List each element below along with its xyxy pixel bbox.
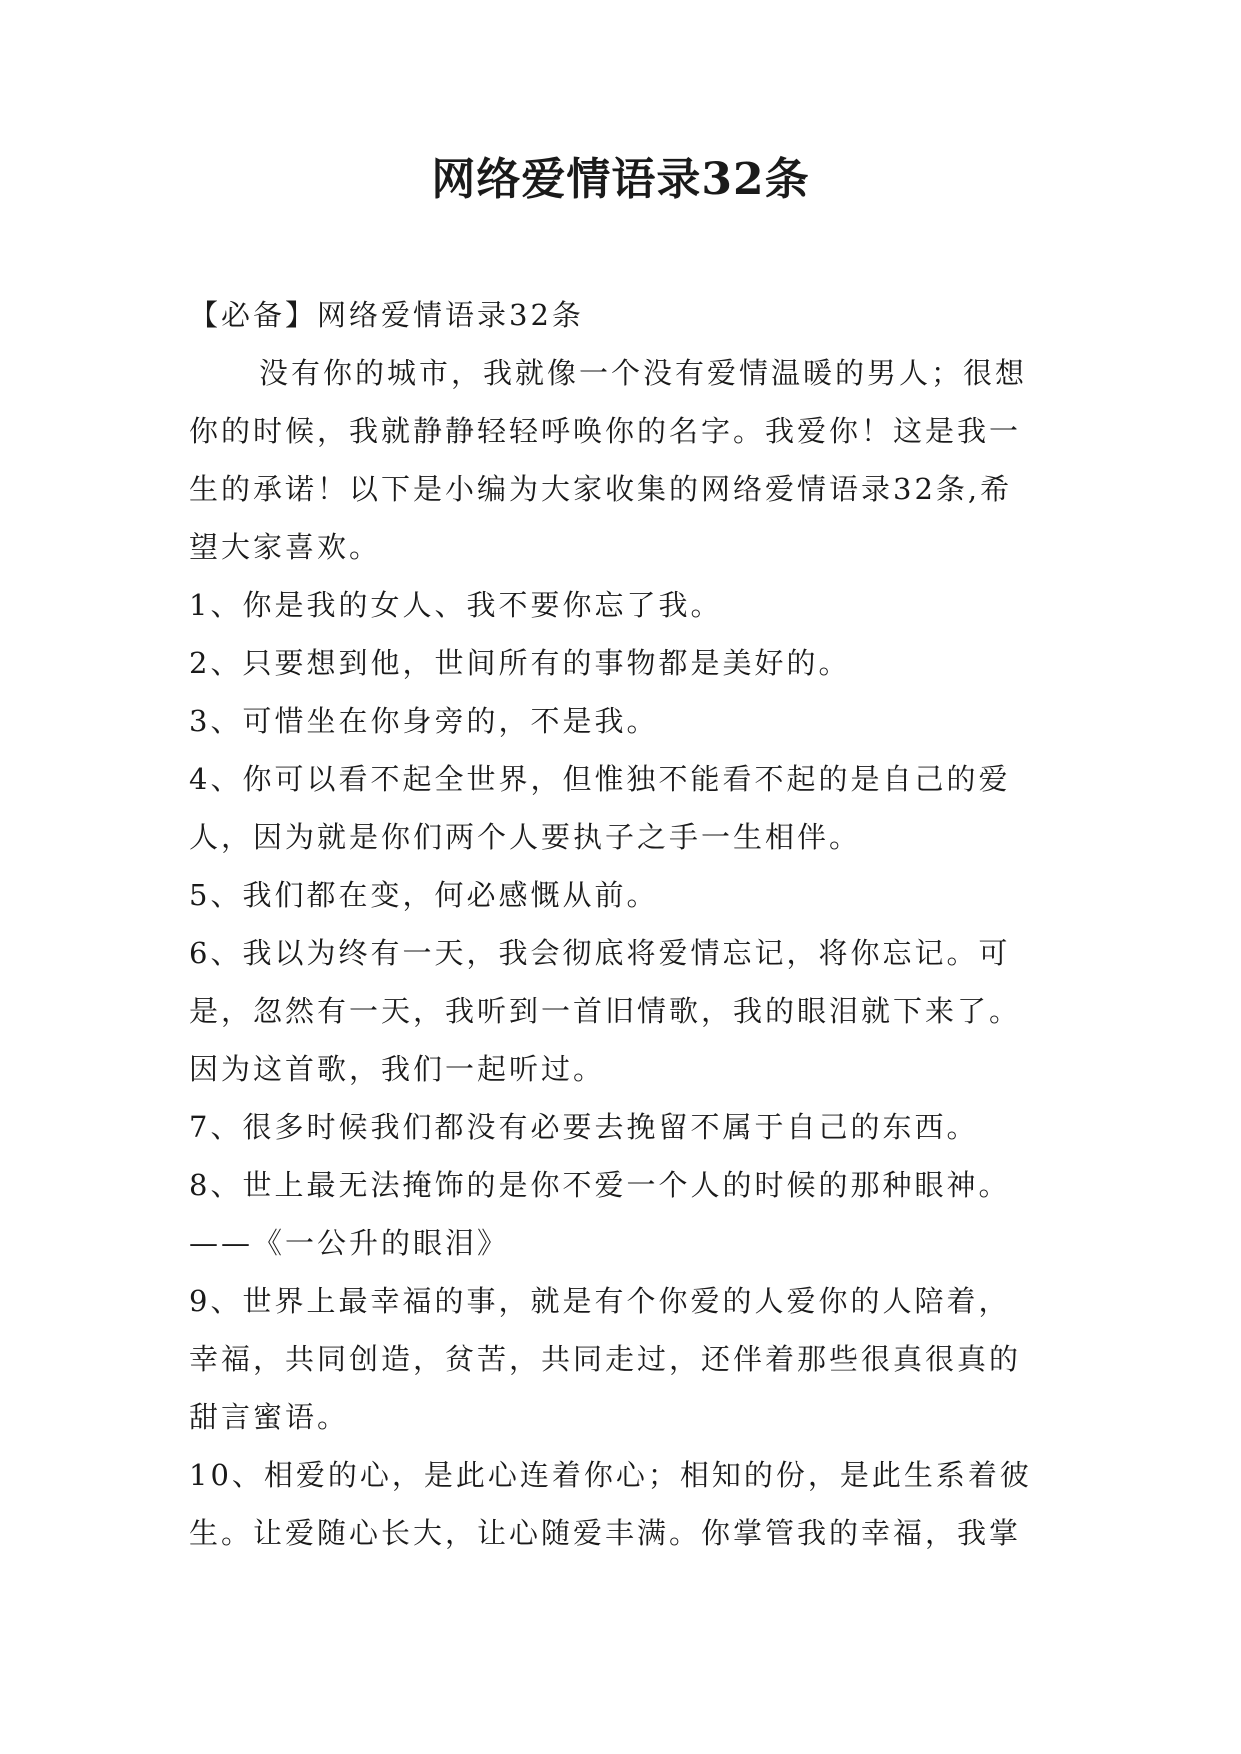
- quote-line: 9、世界上最幸福的事，就是有个你爱的人爱你的人陪着，: [189, 1284, 1011, 1318]
- intro-line: 你的时候，我就静静轻轻呼唤你的名字。我爱你！这是我一: [189, 414, 1022, 448]
- subtitle-line: 【必备】网络爱情语录32条: [189, 298, 584, 332]
- quote-line: 是，忽然有一天，我听到一首旧情歌，我的眼泪就下来了。: [189, 994, 1022, 1028]
- quote-line: 2、只要想到他，世间所有的事物都是美好的。: [189, 646, 851, 680]
- document-title: 网络爱情语录32条: [431, 154, 810, 205]
- quote-line: 10、相爱的心，是此心连着你心；相知的份，是此生系着彼: [189, 1458, 1032, 1492]
- quote-line: 5、我们都在变，何必感慨从前。: [189, 878, 659, 912]
- quote-line: 8、世上最无法掩饰的是你不爱一个人的时候的那种眼神。: [189, 1168, 1011, 1202]
- intro-line: 望大家喜欢。: [189, 530, 382, 564]
- quote-line: 因为这首歌，我们一起听过。: [189, 1052, 606, 1086]
- intro-line: 生的承诺！以下是小编为大家收集的网络爱情语录32条,希: [189, 472, 1013, 506]
- quote-line: 4、你可以看不起全世界，但惟独不能看不起的是自己的爱: [189, 762, 1011, 796]
- quote-line: 3、可惜坐在你身旁的，不是我。: [189, 704, 659, 738]
- document-body: [189, 286, 1069, 1562]
- quote-line: 1、你是我的女人、我不要你忘了我。: [189, 588, 723, 622]
- quote-line: 7、很多时候我们都没有必要去挽留不属于自己的东西。: [189, 1110, 979, 1144]
- quote-line: 幸福，共同创造，贫苦，共同走过，还伴着那些很真很真的: [189, 1342, 1022, 1376]
- quote-line: 6、我以为终有一天，我会彻底将爱情忘记，将你忘记。可: [189, 936, 1011, 970]
- quote-line: 甜言蜜语。: [189, 1400, 350, 1434]
- quote-line: 人，因为就是你们两个人要执子之手一生相伴。: [189, 820, 862, 854]
- quote-line: 生。让爱随心长大，让心随爱丰满。你掌管我的幸福，我掌: [189, 1516, 1022, 1550]
- quote-source-line: ——《一公升的眼泪》: [189, 1226, 510, 1260]
- intro-line: 没有你的城市，我就像一个没有爱情温暖的男人；很想: [259, 356, 1028, 390]
